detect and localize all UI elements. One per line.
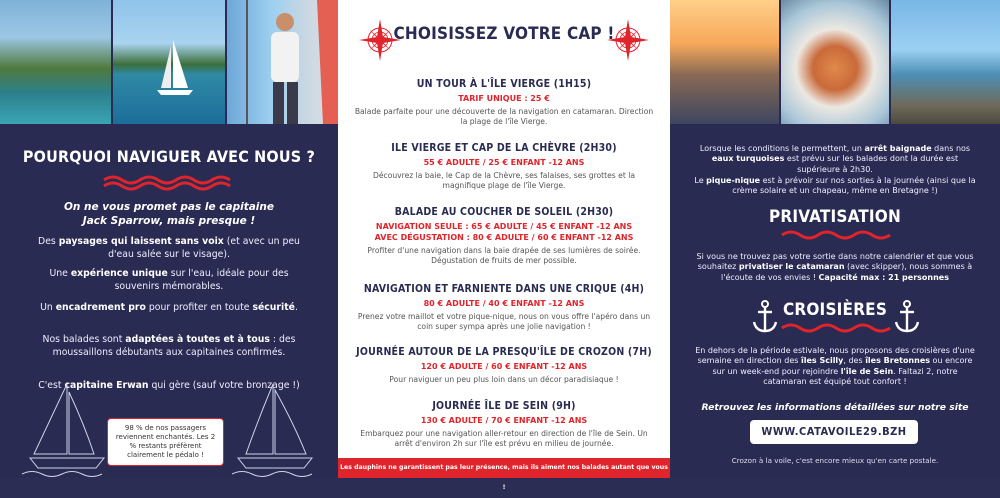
website-callout: Retrouvez les informations détaillées sur notre site: [701, 402, 969, 413]
tour-name: BALADE AU COUCHER DE SOLEIL (2H30): [394, 206, 614, 218]
tour-price-line: NAVIGATION SEULE : 65 € ADULTE / 45 € ENFANT -12 ANS: [375, 222, 633, 231]
photo-seafood-platter: [781, 0, 890, 124]
tour-price: [338, 221, 670, 243]
tour-description: Embarquez pour une navigation aller-retour en direction de l'île de Sein. Un arrêt d'environ 2h sur l'île est prévu en milieu de journée.: [360, 429, 648, 448]
tour-name: ILE VIERGE ET CAP DE LA CHÈVRE (2H30): [391, 142, 617, 154]
left-title: POURQUOI NAVIGUER AVEC NOUS ?: [22, 147, 316, 166]
right-panel: [670, 0, 1000, 478]
left-intro: [40, 200, 298, 228]
tour-price: 55 € ADULTE / 25 € ENFANT -12 ANS: [423, 158, 585, 167]
tour-ile-vierge: [338, 78, 670, 127]
tour-name: NAVIGATION ET FARNIENTE DANS UNE CRIQUE (4H): [363, 283, 645, 295]
wave-divider-icon: [0, 170, 338, 190]
intro-line-2: Jack Sparrow, mais presque !: [82, 215, 256, 227]
privatisation-text: Si vous ne trouvez pas votre sortie dans notre calendrier et que vous souhaitez privatiser le catamaran (avec skipper), nous sommes à l'écoute de vos envies ! Capacité max : 21 personnes: [696, 252, 974, 282]
tour-price: 120 € ADULTE / 60 € ENFANT -12 ANS: [420, 362, 588, 371]
tour-name: UN TOUR À L'ÎLE VIERGE (1H15): [416, 78, 592, 90]
tour-price: 130 € ADULTE / 70 € ENFANT -12 ANS: [420, 416, 588, 425]
swim-stop-text: Lorsque les conditions le permettent, un arrêt baignade dans nos eaux turquoises est prévu sur les balades dont la durée est supérieure à 2h30.: [699, 144, 971, 174]
picnic-text: Le pique-nique est à prévoir sur nos sorties à la journée (ainsi que la crème solaire et un chapeau, même en Bretagne !): [694, 176, 976, 196]
right-photo-strip: [670, 0, 1000, 124]
tagline: Crozon à la voile, c'est encore mieux qu'en carte postale.: [731, 456, 939, 465]
tour-crique: [338, 283, 670, 332]
tour-coucher-soleil: [338, 206, 670, 266]
croisieres-text: En dehors de la période estivale, nous proposons des croisières d'une semaine en direction des îles Scilly, des îles Bretonnes ou encore sur un week-end pour rejoindre l'île de Sein. Faltazi 2, notre catamaran est équipé tout confort !: [695, 346, 975, 387]
tour-crozon: [338, 346, 670, 385]
tour-ile-sein: [338, 400, 670, 449]
photo-sunset: [670, 0, 779, 124]
tour-description: Prenez votre maillot et votre pique-nique, nous on vous offre l'apéro dans un coin super sympa après une jolie navigation !: [357, 312, 651, 331]
tour-description: Pour naviguer un peu plus loin dans un décor paradisiaque !: [389, 375, 619, 384]
tour-name: JOURNÉE AUTOUR DE LA PRESQU'ÎLE DE CROZON (7H): [356, 346, 652, 358]
croisieres-title: CROISIÈRES: [782, 300, 888, 320]
reason-safety: Un encadrement pro pour profiter en toute sécurité.: [40, 302, 298, 313]
tour-price-line: AVEC DÉGUSTATION : 80 € ADULTE / 60 € ENFANT -12 ANS: [374, 233, 634, 242]
middle-title: CHOISISSEZ VOTRE CAP !: [393, 24, 615, 44]
left-photo-strip: [0, 0, 338, 124]
tour-name: JOURNÉE ÎLE DE SEIN (9H): [432, 400, 576, 412]
tour-price: 80 € ADULTE / 40 € ENFANT -12 ANS: [423, 299, 585, 308]
website-url-link[interactable]: WWW.CATAVOILE29.BZH: [750, 420, 918, 444]
tour-description: Profiter d'une navigation dans la baie drapée de ses lumières de soirée. Dégustation de fruits de mer possible.: [367, 246, 641, 265]
tour-cap-chevre: [338, 142, 670, 191]
sailboat-outline-icon-2: [228, 380, 318, 478]
satisfaction-note: 98 % de nos passagers reviennent enchantés. Les 2 % restants préfèrent clairement le pédalo !: [107, 418, 224, 466]
reason-accessible: Nos balades sont adaptées à toutes et à tous : des moussaillons débutants aux capitaines confirmés.: [42, 334, 296, 358]
wave-divider-icon-2: [670, 227, 1000, 245]
reason-captain: C'est capitaine Erwan qui gère (sauf votre bronzage !): [38, 380, 300, 391]
intro-line-1: On ne vous promet pas le capitaine: [64, 201, 274, 213]
tour-price: TARIF UNIQUE : 25 €: [458, 94, 550, 103]
dolphin-footer: Les dauphins ne garantissent pas leur présence, mais ils aiment nos balades autant que vous !: [338, 458, 670, 478]
privatisation-title: PRIVATISATION: [768, 207, 902, 227]
reason-scenery: Des paysages qui laissent sans voix (et avec un peu d'eau salée sur le visage).: [38, 236, 300, 260]
photo-captain-on-boat: [227, 0, 338, 124]
photo-catamaran-cliffs: [0, 0, 111, 124]
wave-divider-icon-3: [670, 320, 1000, 338]
sailboat-outline-icon: [22, 380, 112, 478]
tour-description: Découvrez la baie, le Cap de la Chèvre, ses falaises, ses grottes et la magnifique plage de l'île Vierge.: [373, 171, 635, 190]
middle-panel: [338, 0, 670, 491]
photo-sailboat-sea: [113, 0, 224, 124]
reason-experience: Une expérience unique sur l'eau, idéale pour des souvenirs mémorables.: [49, 268, 289, 292]
photo-pier-catamaran: [891, 0, 1000, 124]
tour-description: Balade parfaite pour une découverte de la navigation en catamaran. Direction la plage de l'île Vierge.: [354, 107, 654, 126]
left-panel: [0, 0, 338, 478]
